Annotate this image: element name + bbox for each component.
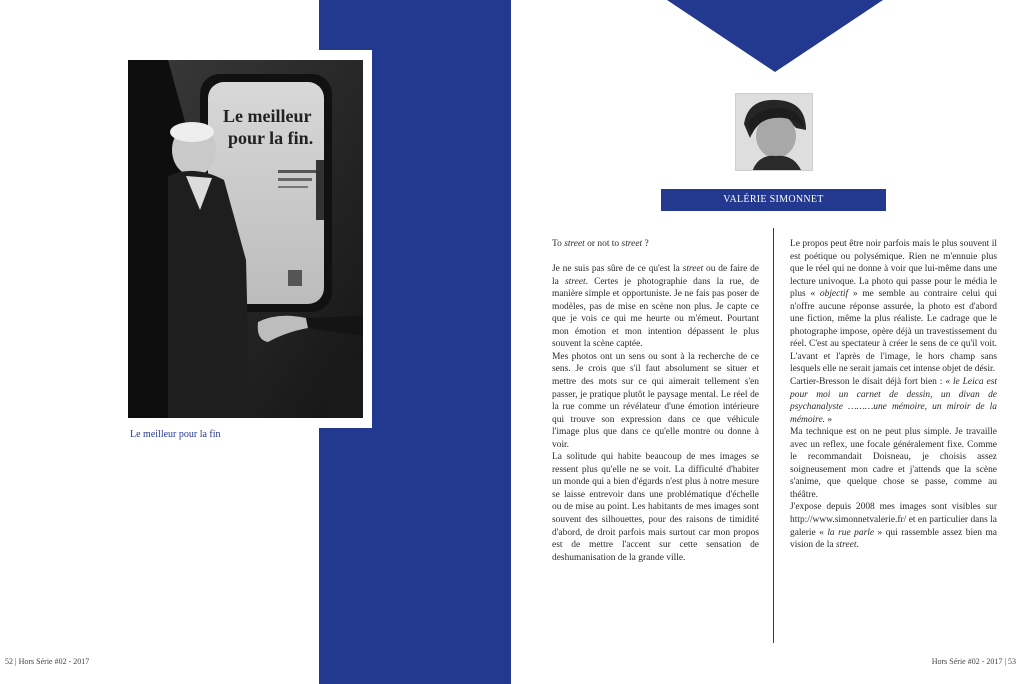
- paragraph-text: ?: [642, 239, 649, 249]
- footer-left: 52 | Hors Série #02 - 2017: [5, 657, 90, 666]
- paragraph-text: Mes photos ont un sens ou sont à la recherche de ce sens. Je crois que s'il faut absolument se situer et mettre des mots sur ce qui aimerait tellement s'en passer, je pratique plutôt le paysage mental. Le réel de la rue comme un révélateur d'une émotion intérieure qui trouve son expression dans ce que véhicule l'image plus que dans ce qu'elle montre ou donne à voir.: [552, 351, 759, 450]
- footer-right: Hors Série #02 - 2017 | 53: [931, 657, 1016, 666]
- paragraph-text: » qui rassemble assez bien ma vision de la: [790, 527, 997, 551]
- blue-triangle: [667, 0, 883, 72]
- paragraph-text: street: [564, 239, 585, 249]
- paragraph-text: street: [835, 540, 857, 551]
- paragraph-text: . Certes je photographie dans la rue, de manière simple et opportuniste. Je ne fais pas poser de modèles, pas de mise en scène non plus. Je capte ce que je vois ce qui me heurte ou m'émeut. Pourtant mon émotion et mon intention dépassent le plus souvent la scène captée.: [552, 276, 759, 350]
- paragraph-text: Ma technique est on ne peut plus simple. Je travaille avec un reflex, une focale généralement fixe. Comme le recommandait Doisneau, je choisis assez soigneusement mon cadre et j'attends que la scène s'anime, que quelque chose se passe, comme au théâtre.: [790, 427, 997, 500]
- paragraph-text: street: [682, 264, 704, 275]
- paragraph-text: la rue parle: [827, 527, 875, 538]
- paragraph: [552, 451, 759, 564]
- paragraph: [552, 351, 759, 451]
- poster-line-1: Le meilleur: [223, 106, 312, 126]
- poster-line-2: pour la fin.: [228, 128, 314, 148]
- paragraph-text: le Leica est pour moi un carnet de dessin, un divan de psychanalyste ………une mémoire, un miroir de la mémoire.: [790, 377, 997, 425]
- street-photo: [128, 60, 363, 418]
- author-portrait: [735, 93, 813, 171]
- paragraph-text: ou de faire de la: [552, 264, 759, 287]
- paragraph-text: J'expose depuis 2008 mes images sont visibles sur http://www.simonnetvalerie.fr/ et en particulier dans la galerie «: [790, 502, 997, 538]
- paragraph: [790, 376, 997, 426]
- paragraph-text: Je ne suis pas sûre de ce qu'est la: [552, 264, 683, 275]
- paragraph-text: street: [564, 276, 586, 287]
- paragraph-text: Le propos peut être noir parfois mais le plus souvent il est poétique ou polysémique. Rien ne m'ennuie plus que le réel qui ne donne à voir que lui-même dans une lecture univoque. La photo qui passe pour le média le plus «: [790, 239, 997, 300]
- paragraph: [790, 501, 997, 551]
- column-divider: [773, 228, 774, 643]
- paragraph-text: To: [552, 239, 565, 249]
- paragraph: [552, 263, 759, 351]
- paragraph: [552, 238, 759, 251]
- paragraph-text: .: [856, 540, 859, 551]
- paragraph-text: » me semble au contraire celui qui n'offre aucune réponse assurée, la photo est d'abord une fiction, même la plus réaliste. Le cadrage que le photographe impose, opère déjà un travestissement du réel. C'est au spectateur à créer le sens de ce qu'il voit. L'avant et l'après de l'image, le hors champ sans lesquels elle ne serait jamais cet intense objet de désir.: [790, 289, 997, 375]
- paragraph: [790, 238, 997, 376]
- paragraph-text: street: [621, 239, 643, 249]
- paragraph-text: »: [825, 414, 833, 425]
- photo-caption: Le meilleur pour la fin: [130, 429, 221, 440]
- author-name-bar: VALÉRIE SIMONNET: [661, 189, 886, 211]
- paragraph: [790, 426, 997, 501]
- text-column-left: [552, 238, 759, 564]
- paragraph-text: Cartier-Bresson le disait déjà fort bien : «: [790, 377, 953, 388]
- paragraph-text: or not to: [584, 239, 622, 249]
- text-column-right: [790, 238, 997, 552]
- paragraph-text: objectif: [819, 289, 849, 300]
- paragraph-text: La solitude qui habite beaucoup de mes images se ressent plus qu'elle ne se voit. La difficulté d'habiter un monde qui a bien d'égards n'est plus à notre mesure se laisse entrevoir dans une problématique d'échelle ou de mise au point. Les habitants de mes images sont souvent des silhouettes, pour des raisons de timidité d'abord, de droit parfois mais surtout car mon propos est de mettre l'accent sur cette sensation de deshumanisation de la grande ville.: [552, 452, 759, 563]
